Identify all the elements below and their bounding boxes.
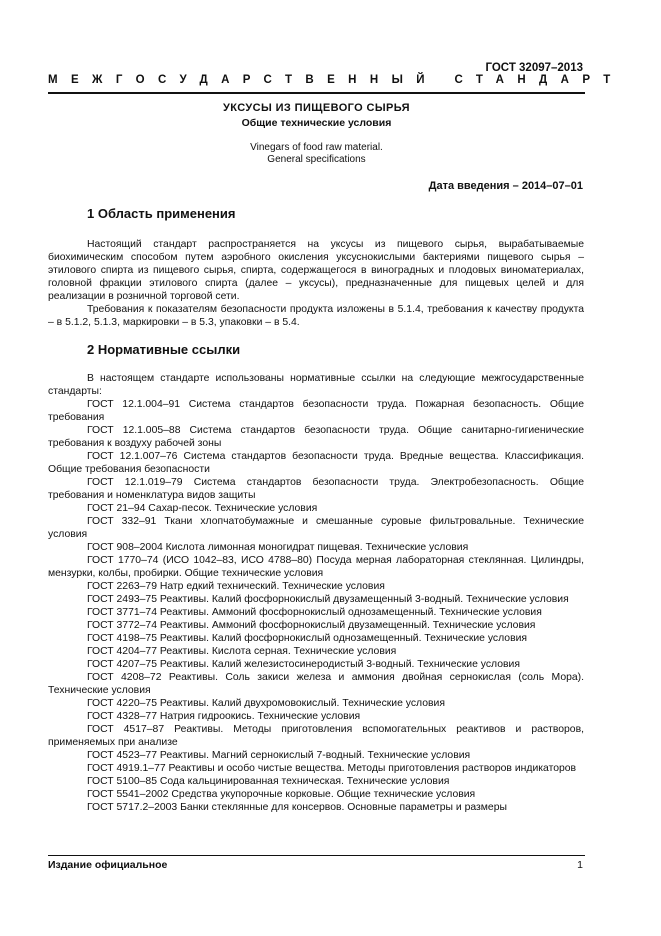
normative-reference: ГОСТ 5717.2–2003 Банки стеклянные для консервов. Основные параметры и размеры bbox=[87, 802, 507, 813]
header-rule bbox=[48, 92, 585, 94]
normative-reference: ГОСТ 12.1.019–79 Система стандартов безопасности труда. Электробезопасность. Общие требования и номенклатура видов защиты bbox=[48, 477, 584, 501]
normative-reference: ГОСТ 21–94 Сахар-песок. Технические условия bbox=[87, 503, 318, 514]
page-number: 1 bbox=[577, 859, 583, 871]
normative-reference: ГОСТ 4198–75 Реактивы. Калий фосфорнокислый однозамещенный. Технические условия bbox=[87, 633, 528, 644]
normative-reference: ГОСТ 12.1.007–76 Система стандартов безопасности труда. Вредные вещества. Классификация. Общие требования безопасности bbox=[48, 451, 584, 475]
normative-reference: ГОСТ 4517–87 Реактивы. Методы приготовления вспомогательных реактивов и растворов, применяемых при анализе bbox=[48, 724, 584, 748]
section-1-paragraph: Требования к показателям безопасности продукта изложены в 5.1.4, требования к качеству продукта – в 5.1.2, 5.1.3, маркировки – в 5.3, упаковки – в 5.4. bbox=[48, 304, 584, 328]
normative-reference: ГОСТ 2493–75 Реактивы. Калий фосфорнокислый двузамещенный 3-водный. Технические условия bbox=[87, 594, 569, 605]
section-1-paragraph: Настоящий стандарт распространяется на уксусы из пищевого сырья, вырабатываемые биохимическим способом путем аэробного окисления уксуснокислыми бактериями пищевого сырья – этилового спирта из пищевого сырья, спирта, содержащегося в виноградных и плодовых виноматериалах, головной фракции этилового спирта (далее – уксусы), предназначенные для пищевых целей и для реализации в розничной торговой сети. bbox=[48, 239, 584, 302]
normative-reference: ГОСТ 4207–75 Реактивы. Калий железистосинеродистый 3-водный. Технические условия bbox=[87, 659, 520, 670]
subtitle-russian: Общие технические условия bbox=[241, 117, 392, 129]
normative-reference: ГОСТ 4204–77 Реактивы. Кислота серная. Технические условия bbox=[87, 646, 397, 657]
normative-reference: ГОСТ 1770–74 (ИСО 1042–83, ИСО 4788–80) Посуда мерная лабораторная стеклянная. Цилиндры, мензурки, колбы, пробирки. Общие технические условия bbox=[48, 555, 584, 579]
section-2-heading: 2 Нормативные ссылки bbox=[87, 342, 241, 357]
normative-reference: ГОСТ 3771–74 Реактивы. Аммоний фосфорнокислый однозамещенный. Технические условия bbox=[87, 607, 542, 618]
normative-reference: ГОСТ 3772–74 Реактивы. Аммоний фосфорнокислый двузамещенный. Технические условия bbox=[87, 620, 536, 631]
section-2-intro: В настоящем стандарте использованы нормативные ссылки на следующие межгосударственные стандарты: bbox=[48, 373, 584, 397]
title-english-line-1: Vinegars of food raw material. bbox=[250, 142, 383, 153]
document-number: ГОСТ 32097–2013 bbox=[485, 62, 583, 74]
normative-reference: ГОСТ 4328–77 Натрия гидроокись. Технические условия bbox=[87, 711, 361, 722]
normative-reference: ГОСТ 12.1.004–91 Система стандартов безопасности труда. Пожарная безопасность. Общие требования bbox=[48, 399, 584, 423]
normative-reference: ГОСТ 4208–72 Реактивы. Соль закиси железа и аммония двойная сернокислая (соль Мора). Технические условия bbox=[48, 672, 584, 696]
normative-reference: ГОСТ 4523–77 Реактивы. Магний сернокислый 7-водный. Технические условия bbox=[87, 750, 471, 761]
official-edition-label: Издание официальное bbox=[48, 859, 168, 871]
introduction-date: Дата введения – 2014–07–01 bbox=[428, 180, 583, 192]
normative-reference: ГОСТ 4919.1–77 Реактивы и особо чистые вещества. Методы приготовления растворов индикаторов bbox=[87, 763, 577, 774]
normative-reference: ГОСТ 12.1.005–88 Система стандартов безопасности труда. Общие санитарно-гигиенические требования к воздуху рабочей зоны bbox=[48, 425, 584, 449]
title-russian: УКСУСЫ ИЗ ПИЩЕВОГО СЫРЬЯ bbox=[222, 102, 410, 114]
standard-type-header: МЕЖГОСУДАРСТВЕННЫЙ СТАНДАРТ bbox=[48, 74, 624, 86]
title-english bbox=[48, 142, 585, 166]
section-1-body bbox=[48, 238, 584, 329]
normative-reference: ГОСТ 2263–79 Натр едкий технический. Технические условия bbox=[87, 581, 385, 592]
normative-reference: ГОСТ 908–2004 Кислота лимонная моногидрат пищевая. Технические условия bbox=[87, 542, 469, 553]
section-2-body bbox=[48, 372, 584, 814]
section-1-heading: 1 Область применения bbox=[87, 206, 236, 221]
normative-reference: ГОСТ 332–91 Ткани хлопчатобумажные и смешанные суровые фильтровальные. Технические условия bbox=[48, 516, 584, 540]
footer-rule bbox=[48, 855, 585, 856]
title-english-line-2: General specifications bbox=[267, 154, 366, 165]
normative-reference: ГОСТ 4220–75 Реактивы. Калий двухромовокислый. Технические условия bbox=[87, 698, 445, 709]
normative-reference: ГОСТ 5100–85 Сода кальцинированная техническая. Технические условия bbox=[87, 776, 450, 787]
normative-reference: ГОСТ 5541–2002 Средства укупорочные корковые. Общие технические условия bbox=[87, 789, 476, 800]
